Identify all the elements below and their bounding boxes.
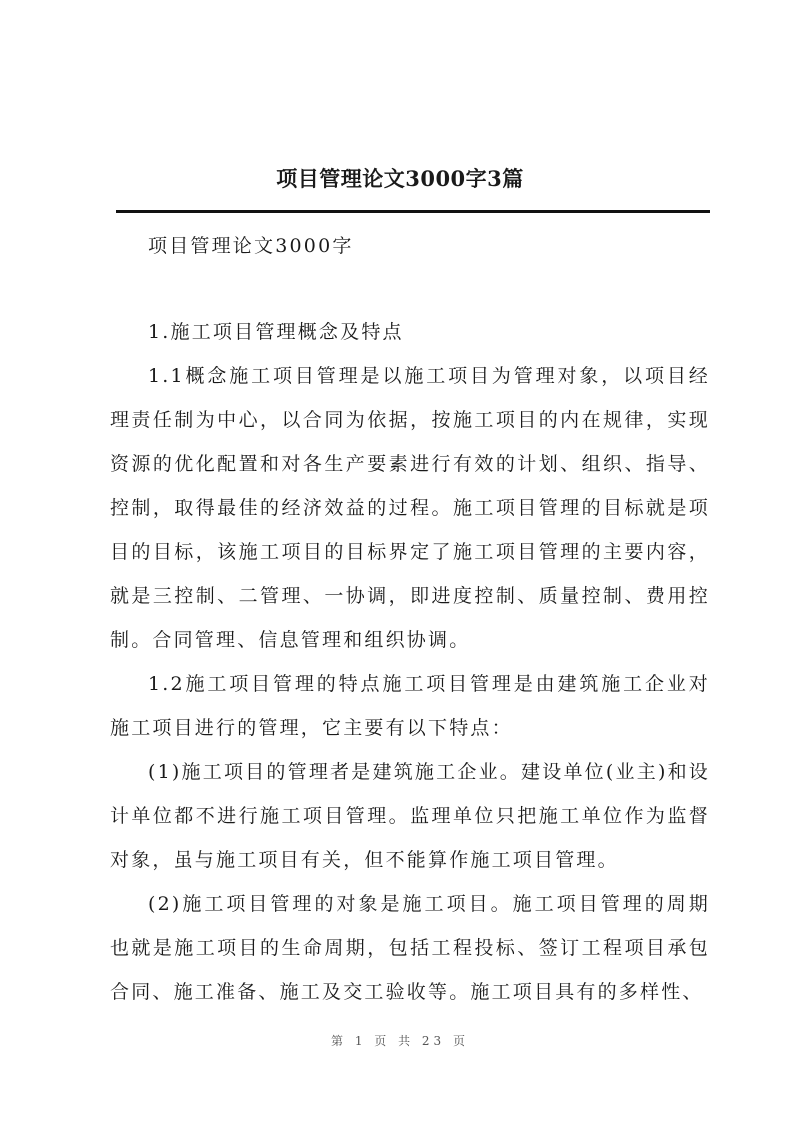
title-divider (116, 210, 710, 213)
paragraph-heading: 1.施工项目管理概念及特点 (148, 321, 404, 343)
paragraph: 1.2施工项目管理的特点施工项目管理是由建筑施工企业对施工项目进行的管理，它主要有以下特点： (110, 673, 710, 739)
document-title: 项目管理论文3000字3篇 (276, 166, 524, 191)
paragraph: (1)施工项目的管理者是建筑施工企业。建设单位(业主)和设计单位都不进行施工项目管理。监理单位只把施工单位作为监督对象，虽与施工项目有关，但不能算作施工项目管理。 (110, 761, 710, 871)
section-subtitle (110, 224, 710, 268)
paragraph: (2)施工项目管理的对象是施工项目。施工项目管理的周期也就是施工项目的生命周期，包括工程投标、签订工程项目承包合同、施工准备、施工及交工验收等。施工项目具有的多样性、 (110, 893, 710, 1003)
page-footer: 第 1 页 共 23 页 (331, 1034, 469, 1048)
body-text (110, 310, 710, 1014)
subtitle-text: 项目管理论文3000字 (148, 235, 354, 257)
paragraph: 1.1概念施工项目管理是以施工项目为管理对象，以项目经理责任制为中心，以合同为依据，按施工项目的内在规律，实现资源的优化配置和对各生产要素进行有效的计划、组织、指导、控制，取得最佳的经济效益的过程。施工项目管理的目标就是项目的目标，该施工项目的目标界定了施工项目管理的主要内容，就是三控制、二管理、一协调，即进度控制、质量控制、费用控制。合同管理、信息管理和组织协调。 (110, 365, 710, 651)
